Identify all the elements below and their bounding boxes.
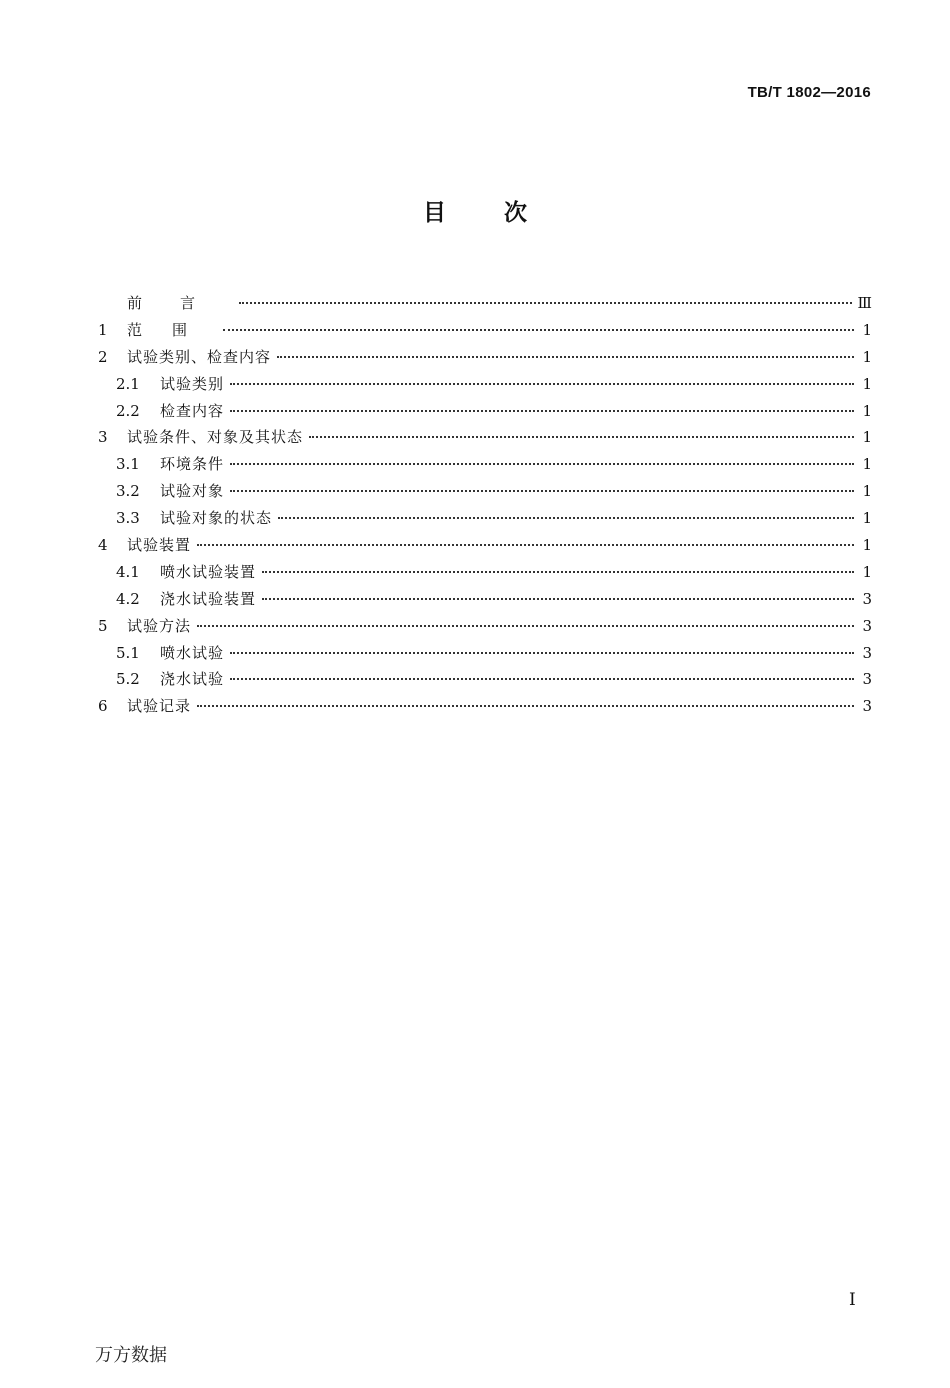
- toc-entry-number: 5.1: [116, 643, 140, 662]
- toc-entry-label: 试验类别、检查内容: [127, 347, 272, 366]
- toc-entry-page: 1: [862, 320, 872, 339]
- dot-leader: [223, 329, 854, 331]
- toc-entry-3-1[interactable]: [98, 451, 872, 478]
- toc-entry-label: 试验装置: [127, 536, 192, 555]
- dot-leader: [230, 463, 854, 465]
- toc-entry-page: 1: [862, 455, 872, 474]
- toc-entry-label: 喷水试验: [160, 643, 225, 662]
- toc-entry-number: 1: [98, 320, 108, 339]
- toc-entry-3-2[interactable]: [98, 478, 872, 505]
- toc-entry-number: 2: [98, 347, 108, 366]
- toc-entry-number: 2.2: [116, 401, 140, 420]
- toc-entry-label: 试验条件、对象及其状态: [127, 428, 304, 447]
- toc-entry-number: 5: [98, 616, 108, 635]
- toc-entry-number: 2.1: [116, 374, 140, 393]
- toc-entry-number: 3.2: [116, 482, 140, 501]
- toc-entry-number: 4: [98, 536, 108, 555]
- toc-entry-4[interactable]: [98, 532, 872, 559]
- toc-entry-label: 环境条件: [160, 455, 225, 474]
- toc-entry-4-1[interactable]: [98, 559, 872, 586]
- toc-entry-label: 试验记录: [127, 697, 192, 716]
- toc-entry-2[interactable]: [98, 344, 872, 371]
- page-number: Ⅰ: [849, 1290, 856, 1310]
- toc-entry-page: 1: [862, 482, 872, 501]
- toc-entry-page: Ⅲ: [857, 294, 872, 312]
- toc-entry-number: 4.1: [116, 562, 140, 581]
- toc-entry-3-3[interactable]: [98, 505, 872, 532]
- table-of-contents: [98, 290, 872, 720]
- toc-entry-number: 4.2: [116, 589, 140, 608]
- toc-entry-label: 前言: [127, 294, 234, 312]
- toc-entry-label: 试验对象的状态: [160, 509, 273, 528]
- toc-entry-3[interactable]: [98, 424, 872, 451]
- toc-entry-page: 3: [862, 697, 872, 716]
- toc-entry-2-2[interactable]: [98, 398, 872, 425]
- toc-entry-label: 检查内容: [160, 401, 225, 420]
- toc-entry-2-1[interactable]: [98, 371, 872, 398]
- toc-entry-page: 1: [862, 374, 872, 393]
- watermark: 万方数据: [95, 1345, 167, 1366]
- toc-entry-foreword[interactable]: [98, 290, 872, 317]
- toc-entry-page: 3: [862, 670, 872, 689]
- dot-leader: [262, 598, 854, 600]
- toc-entry-number: 3.3: [116, 509, 140, 528]
- dot-leader: [309, 436, 854, 438]
- toc-entry-1[interactable]: [98, 317, 872, 344]
- toc-entry-page: 1: [862, 536, 872, 555]
- toc-entry-4-2[interactable]: [98, 586, 872, 613]
- page-title: 目次: [423, 200, 585, 226]
- standard-number: TB/T 1802—2016: [747, 84, 871, 101]
- toc-entry-page: 1: [862, 562, 872, 581]
- toc-entry-page: 3: [862, 589, 872, 608]
- toc-entry-label: 试验类别: [160, 374, 225, 393]
- toc-entry-5-2[interactable]: [98, 666, 872, 693]
- toc-entry-page: 1: [862, 509, 872, 528]
- toc-entry-page: 1: [862, 428, 872, 447]
- dot-leader: [230, 678, 854, 680]
- toc-entry-label: 浇水试验装置: [160, 589, 257, 608]
- dot-leader: [239, 302, 852, 304]
- toc-entry-label: 范围: [127, 320, 218, 339]
- dot-leader: [197, 544, 854, 546]
- dot-leader: [230, 490, 854, 492]
- toc-entry-page: 1: [862, 347, 872, 366]
- dot-leader: [262, 571, 854, 573]
- toc-entry-label: 试验对象: [160, 482, 225, 501]
- toc-entry-number: 5.2: [116, 670, 140, 689]
- dot-leader: [230, 383, 854, 385]
- toc-entry-label: 浇水试验: [160, 670, 225, 689]
- toc-entry-number: 3.1: [116, 455, 140, 474]
- dot-leader: [197, 705, 854, 707]
- toc-entry-number: 6: [98, 697, 108, 716]
- toc-entry-5[interactable]: [98, 613, 872, 640]
- dot-leader: [230, 410, 854, 412]
- dot-leader: [277, 356, 854, 358]
- toc-entry-page: 3: [862, 616, 872, 635]
- toc-entry-5-1[interactable]: [98, 640, 872, 667]
- toc-entry-number: 3: [98, 428, 108, 447]
- dot-leader: [197, 625, 854, 627]
- dot-leader: [230, 652, 854, 654]
- toc-entry-label: 喷水试验装置: [160, 562, 257, 581]
- toc-entry-page: 1: [862, 401, 872, 420]
- toc-entry-label: 试验方法: [127, 616, 192, 635]
- toc-entry-page: 3: [862, 643, 872, 662]
- toc-entry-6[interactable]: [98, 693, 872, 720]
- dot-leader: [278, 517, 854, 519]
